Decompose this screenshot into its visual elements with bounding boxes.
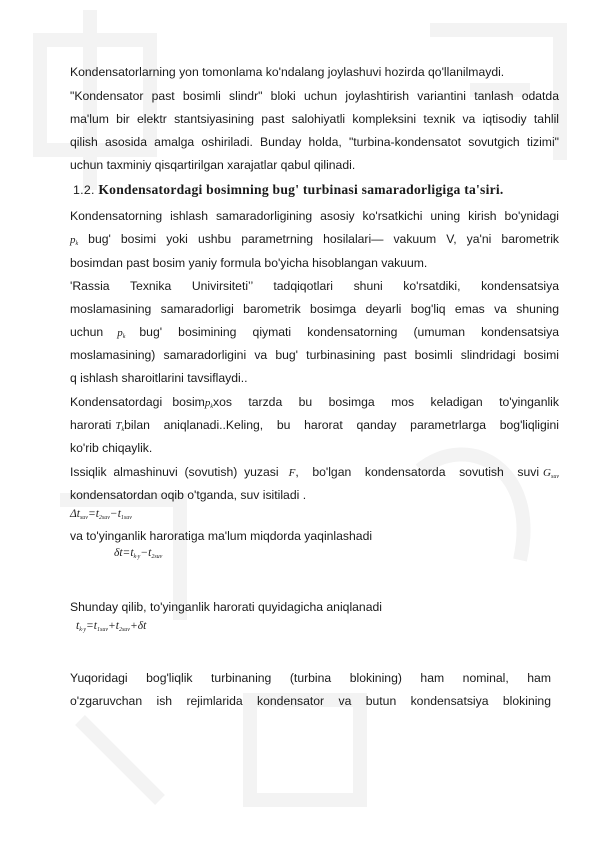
paragraph-line: uchun taxminiy qisqartirilgan xarajatlar qabul qilinadi. xyxy=(70,158,356,172)
line-text: harorati xyxy=(70,418,112,432)
line-text: bilan aniqlanadi..Keling, bu harorat qanday parametrlarga bog'liqligini xyxy=(124,418,559,432)
paragraph-line: ma'lum bir elektr stantsiyasining past salohiyatli kompleksini texnik va iqtisodiy tahlil xyxy=(70,112,559,126)
paragraph-line: Yuqoridagi bog'liqlik turbinaning (turbina blokining) ham nominal, ham xyxy=(70,671,551,685)
pressure-symbol: $p_k$ xyxy=(117,327,126,340)
paragraph-line: bosimdan past bosim yaniy formula bo'yicha hisoblangan vakuum. xyxy=(70,256,428,270)
formula-delta-t: $\Delta t_{suv}=t_{2suv}-t_{1suv}$ xyxy=(70,508,132,521)
line-text: bug' bosimi yoki ushbu parametrning hosilalari— vakuum V, ya'ni barometrik xyxy=(88,232,559,246)
paragraph-line xyxy=(70,231,559,252)
line-text: , bo'lgan kondensatorda sovutish suvi xyxy=(295,465,540,479)
formula-saturation-temperature: $t_{k\cdot y}=t_{1suv}+t_{2suv}+\delta t$ xyxy=(76,620,147,633)
paragraph-line: moslamasining) samaradorligini va bug' turbinasining past bosimli slindridagi bosimi xyxy=(70,348,559,362)
temperature-symbol: $T_k$ xyxy=(115,420,125,433)
line-text: xos tarzda bu bosimga mos keladigan to'yinganlik xyxy=(213,395,559,409)
paragraph-line xyxy=(70,417,559,438)
paragraph-line: Kondensatorning ishlash samaradorligining asosiy ko'rsatkichi uning kirish bo'ynidagi xyxy=(70,209,559,223)
paragraph-line: o'zgaruvchan ish rejimlarida kondensator va butun kondensatsiya blokining xyxy=(70,694,551,708)
line-text: Kondensatordagi bosim xyxy=(70,395,205,409)
paragraph-line: moslamasining samaradorligi barometrik bosimga deyarli bog'liq emas va shuning xyxy=(70,302,559,316)
section-title: Kondensatordagi bosimning bug' turbinasi samaradorligiga ta'siri. xyxy=(98,182,504,197)
line-text: uchun xyxy=(70,325,104,339)
paragraph-line: Shunday qilib, to'yinganlik harorati quyidagicha aniqlanadi xyxy=(70,600,382,614)
paragraph-line: 'Rassia Texnika Univirsiteti’’ tadqiqotlari shuni ko'rsatdiki, kondensatsiya xyxy=(70,279,559,293)
paragraph-line: q ishlash sharoitlarini tavsiflaydi.. xyxy=(70,371,248,385)
paragraph-line: va to'yinganlik haroratiga ma'lum miqdorda yaqinlashadi xyxy=(70,529,373,543)
line-text: bug' bosimining qiymati kondensatorning (umuman kondensatsiya xyxy=(139,325,559,339)
pressure-symbol: $p_k$ xyxy=(70,234,79,247)
flow-symbol: $G_{suv}$ xyxy=(543,467,559,480)
section-number: 1.2. xyxy=(73,183,95,197)
paragraph-line xyxy=(70,324,559,345)
paragraph-line xyxy=(70,464,559,485)
area-symbol: F xyxy=(288,467,296,479)
section-heading xyxy=(73,182,559,198)
paragraph-line: kondensatordan oqib o'tganda, suv isitiladi . xyxy=(70,488,307,502)
paragraph-line xyxy=(70,394,559,415)
formula-delta-t-approach: $\delta t=t_{k\cdot y}-t_{2suv}$ xyxy=(114,547,163,560)
line-text: Issiqlik almashinuvi (sovutish) yuzasi xyxy=(70,465,279,479)
paragraph-line: ko'rib chiqaylik. xyxy=(70,441,153,455)
paragraph-line: qilish asosida amalga oshiriladi. Bunday holda, "turbina-kondensatot sovutgich tizimi" xyxy=(70,135,559,149)
paragraph-line: Kondensatorlarning yon tomonlama ko'ndalang joylashuvi hozirda qo'llanilmaydi. xyxy=(70,65,505,79)
paragraph-line: "Kondensator past bosimli slindr" bloki uchun joylashtirish variantini tanlash odatda xyxy=(70,89,559,103)
pressure-symbol: $p_k$ xyxy=(204,397,213,410)
